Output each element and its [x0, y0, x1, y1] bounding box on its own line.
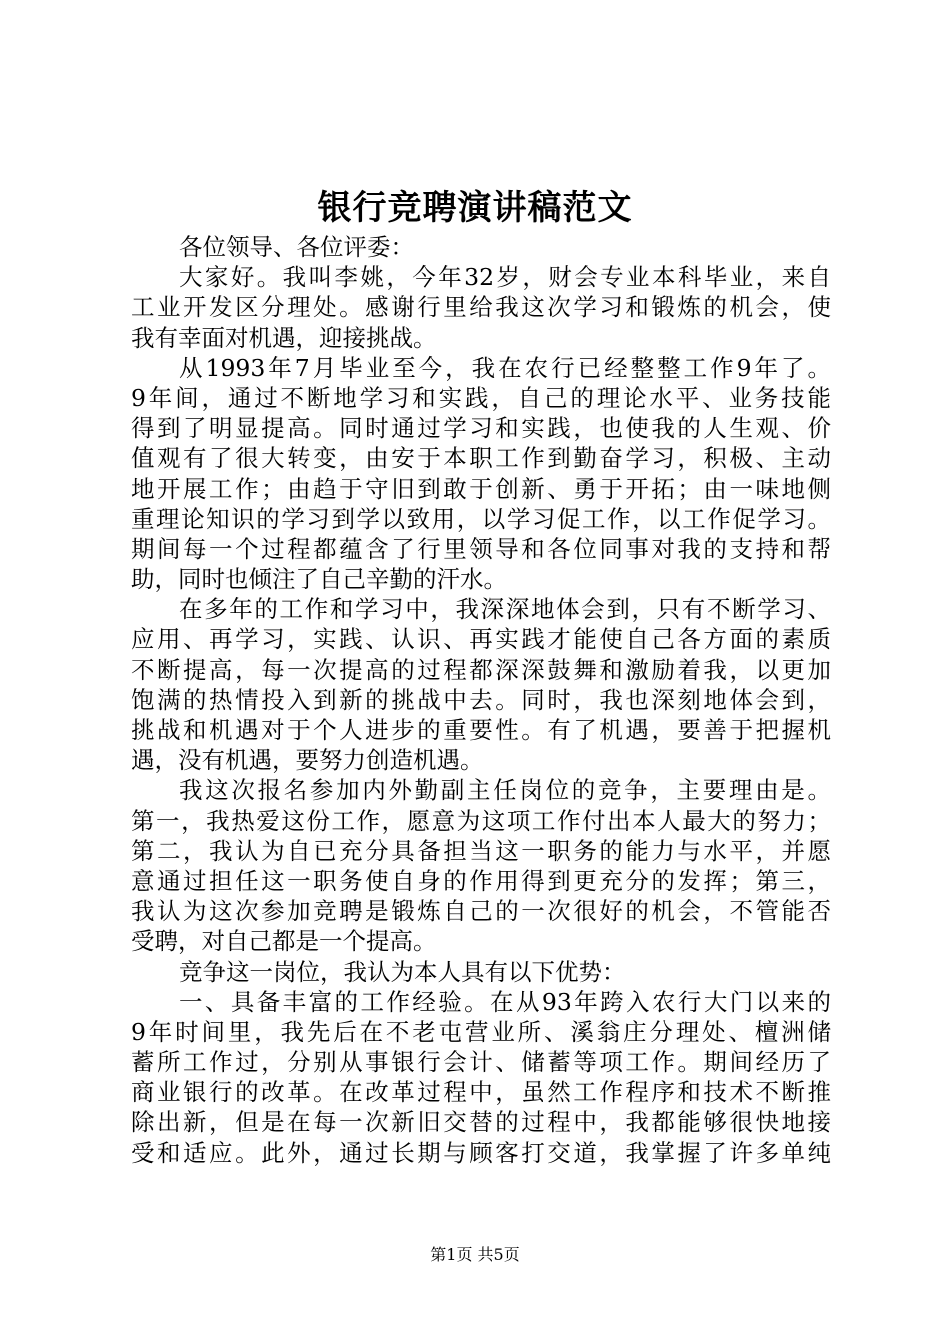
text-line: 我认为这次参加竞聘是锻炼自己的一次很好的机会，不管能否	[131, 897, 831, 926]
text-line: 地开展工作；由趋于守旧到敢于创新、勇于开拓；由一味地侧	[131, 474, 831, 503]
text-line: 一、具备丰富的工作经验。在从93年跨入农行大门以来的	[179, 987, 831, 1016]
text-line: 受和适应。此外，通过长期与顾客打交道，我掌握了许多单纯	[131, 1138, 831, 1167]
text-line: 大家好。我叫李姚，今年32岁，财会专业本科毕业，来自	[179, 263, 831, 292]
text-line: 期间每一个过程都蕴含了行里领导和各位同事对我的支持和帮	[131, 534, 831, 563]
text-line: 挑战和机遇对于个人进步的重要性。有了机遇，要善于把握机	[131, 716, 831, 744]
page-footer: 第1页 共5页	[430, 1245, 520, 1264]
text-line: 第一，我热爱这份工作，愿意为这项工作付出本人最大的努力；	[131, 806, 831, 835]
text-line: 我这次报名参加内外勤副主任岗位的竞争，主要理由是。	[179, 776, 831, 805]
text-line: 受聘，对自己都是一个提高。	[131, 927, 437, 956]
text-line: 值观有了很大转变，由安于本职工作到勤奋学习，积极、主动	[131, 444, 831, 473]
text-line: 商业银行的改革。在改革过程中，虽然工作程序和技术不断推	[131, 1078, 831, 1107]
text-line: 得到了明显提高。同时通过学习和实践，也使我的人生观、价	[131, 414, 831, 443]
text-line: 重理论知识的学习到学以致用，以学习促工作，以工作促学习。	[131, 504, 831, 533]
document-title: 银行竞聘演讲稿范文	[317, 188, 633, 228]
text-line: 9年时间里，我先后在不老屯营业所、溪翁庄分理处、檀洲储	[131, 1017, 831, 1046]
text-line: 遇，没有机遇，要努力创造机遇。	[131, 746, 484, 775]
text-line: 第二，我认为自已充分具备担当这一职务的能力与水平，并愿	[131, 836, 831, 865]
text-line: 我有幸面对机遇，迎接挑战。	[131, 323, 437, 352]
text-line: 不断提高，每一次提高的过程都深深鼓舞和激励着我，以更加	[131, 655, 831, 684]
text-line: 在多年的工作和学习中，我深深地体会到，只有不断学习、	[179, 595, 831, 624]
text-line: 9年间，通过不断地学习和实践，自己的理论水平、业务技能	[131, 383, 831, 412]
text-line: 工业开发区分理处。感谢行里给我这次学习和锻炼的机会，使	[131, 293, 831, 322]
text-line: 从1993年7月毕业至今，我在农行已经整整工作9年了。	[179, 353, 831, 382]
text-line: 助，同时也倾注了自己辛勤的汗水。	[131, 565, 507, 594]
text-line: 竞争这一岗位，我认为本人具有以下优势：	[179, 957, 626, 986]
text-line: 应用、再学习，实践、认识、再实践才能使自己各方面的素质	[131, 625, 831, 654]
text-line: 各位领导、各位评委：	[179, 233, 414, 261]
text-line: 除出新，但是在每一次新旧交替的过程中，我都能够很快地接	[131, 1108, 831, 1137]
text-line: 饱满的热情投入到新的挑战中去。同时，我也深刻地体会到，	[131, 685, 831, 714]
text-line: 蓄所工作过，分别从事银行会计、储蓄等项工作。期间经历了	[131, 1048, 831, 1077]
text-line: 意通过担任这一职务使自身的作用得到更充分的发挥；第三，	[131, 866, 831, 895]
document-body	[131, 232, 831, 1168]
